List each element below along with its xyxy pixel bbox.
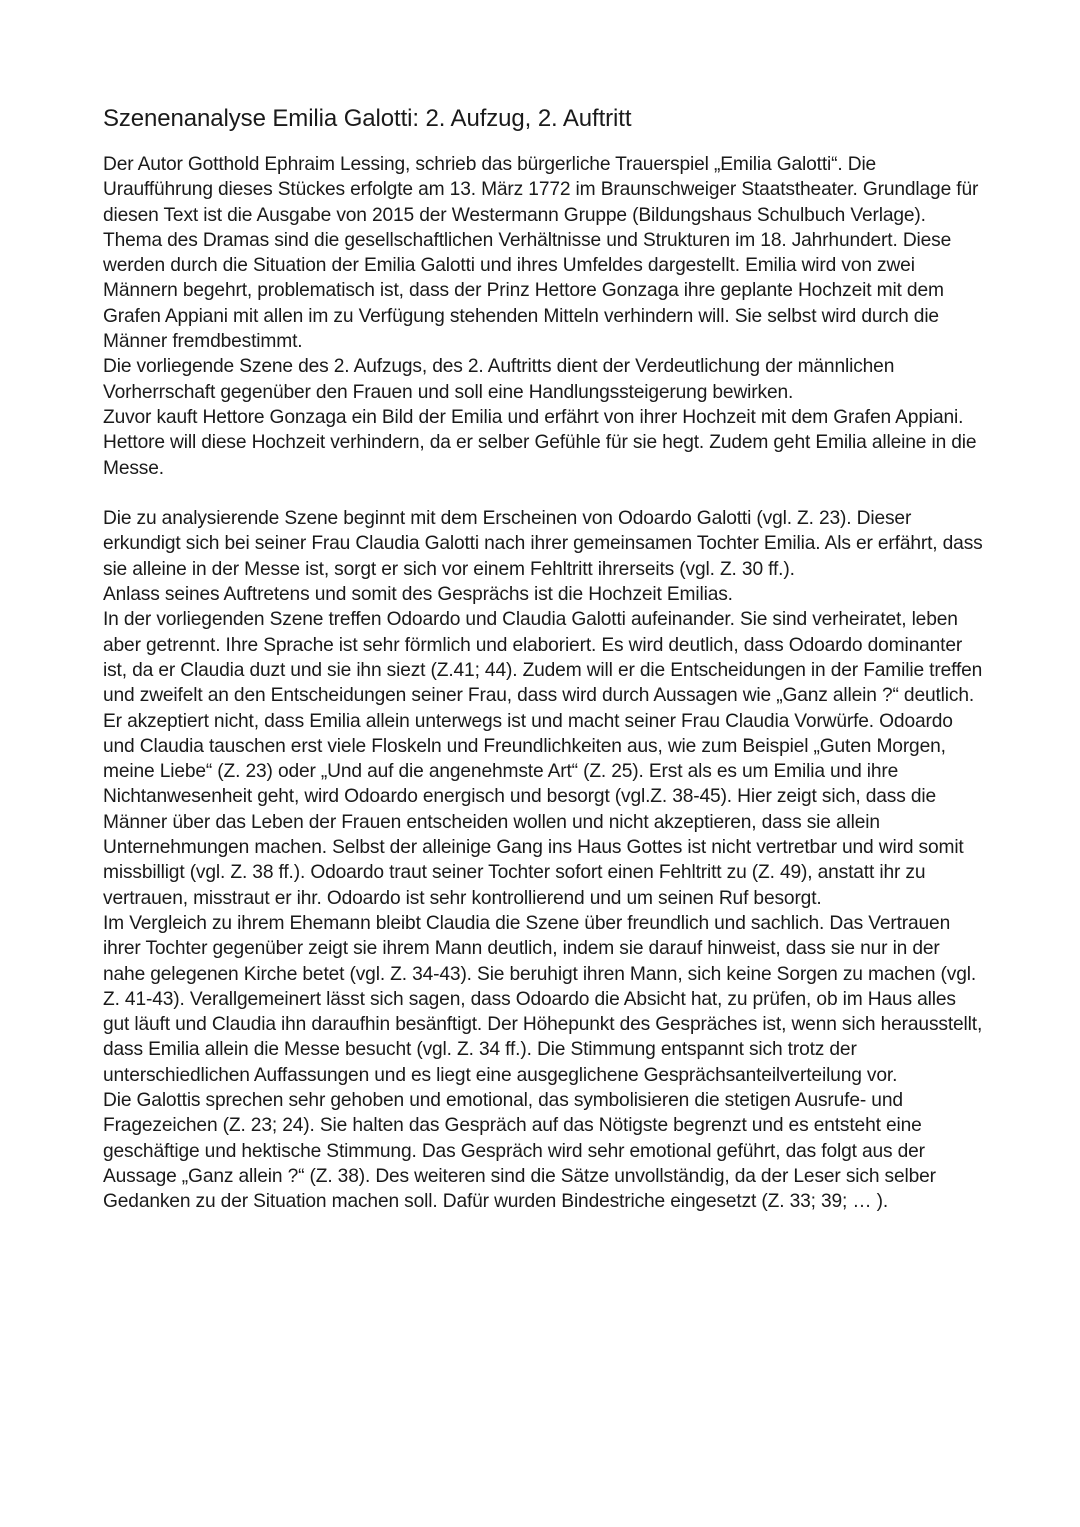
paragraph-spacer bbox=[103, 481, 983, 506]
document-page bbox=[103, 103, 983, 1214]
paragraph-scene-start: Die zu analysierende Szene beginnt mit dem Erscheinen von Odoardo Galotti (vgl. Z. 23). Dieser erkundigt sich bei seiner Frau Claudia Galotti nach ihrer gemeinsamen Tochter Emilia. Als er erfährt, dass sie alleine in der Messe ist, sorgt er sich vor einem Fehltritt ihrerseits (vgl. Z. 30 ff.). bbox=[103, 508, 983, 580]
paragraph-prior-events: Zuvor kauft Hettore Gonzaga ein Bild der Emilia und erfährt von ihrer Hochzeit mit dem Grafen Appiani. Hettore will diese Hochzeit verhindern, da er selber Gefühle für sie hegt. Zudem geht Emilia alleine in die Messe. bbox=[103, 406, 977, 479]
paragraph-occasion: Anlass seines Auftretens und somit des Gesprächs ist die Hochzeit Emilias. bbox=[103, 584, 733, 606]
paragraph-intro: Der Autor Gotthold Ephraim Lessing, schrieb das bürgerliche Trauerspiel „Emilia Galotti“. Die Uraufführung dieses Stückes erfolgte am 13. März 1772 im Braunschweiger Staatstheater. Grundlage für diesen Text ist die Ausgabe von 2015 der Westermann Gruppe (Bildungshaus Schulbuch Verlage). Thema des Dramas sind die gesellschaftlichen Verhältnisse und Strukturen im 18. Jahrhundert. Diese werden durch die Situation der Emilia Galotti und ihres Umfeldes dargestellt. Emilia wird von zwei Männern begehrt, problematisch ist, dass der Prinz Hettore Gonzaga ihre geplante Hochzeit mit dem Grafen Appiani mit allen im zu Verfügung stehenden Mitteln verhindern will. Sie selbst wird durch die Männer fremdbestimmt. bbox=[103, 154, 979, 353]
paragraph-scene-purpose: Die vorliegende Szene des 2. Aufzugs, des 2. Auftritts dient der Verdeutlichung der männlichen Vorherrschaft gegenüber den Frauen und soll eine Handlungssteigerung bewirken. bbox=[103, 356, 895, 403]
paragraph-odoardo-analysis: In der vorliegenden Szene treffen Odoardo und Claudia Galotti aufeinander. Sie sind verheiratet, leben aber getrennt. Ihre Sprache ist sehr förmlich und elaboriert. Es wird deutlich, dass Odoardo dominanter ist, da er Claudia duzt und sie ihn siezt (Z.41; 44). Zudem will er die Entscheidungen in der Familie treffen und zweifelt an den Entscheidungen seiner Frau, dass wird durch Aussagen wie „Ganz allein ?“ deutlich. Er akzeptiert nicht, dass Emilia allein unterwegs ist und macht seiner Frau Claudia Vorwürfe. Odoardo und Claudia tauschen erst viele Floskeln und Freundlichkeiten aus, wie zum Beispiel „Guten Morgen, meine Liebe“ (Z. 23) oder „Und auf die angenehmste Art“ (Z. 25). Erst als es um Emilia und ihre Nichtanwesenheit geht, wird Odoardo energisch und besorgt (vgl.Z. 38-45). Hier zeigt sich, dass die Männer über das Leben der Frauen entscheiden wollen und nicht akzeptieren, dass sie allein Unternehmungen machen. Selbst der alleinige Gang ins Haus Gottes ist nicht vertretbar und wird somit missbilligt (vgl. Z. 38 ff.). Odoardo traut seiner Tochter sofort einen Fehltritt zu (Z. 49), anstatt ihr zu vertrauen, misstraut er ihr. Odoardo ist sehr kontrollierend und um seinen Ruf besorgt. bbox=[103, 609, 983, 909]
paragraph-claudia-analysis: Im Vergleich zu ihrem Ehemann bleibt Claudia die Szene über freundlich und sachlich. Das Vertrauen ihrer Tochter gegenüber zeigt sie ihrem Mann deutlich, indem sie darauf hinweist, dass sie nur in der nahe gelegenen Kirche betet (vgl. Z. 34-43). Sie beruhigt ihren Mann, sich keine Sorgen zu machen (vgl. Z. 41-43). Verallgemeinert lässt sich sagen, dass Odoardo die Absicht hat, zu prüfen, ob im Haus alles gut läuft und Claudia ihn daraufhin besänftigt. Der Höhepunkt des Gespräches ist, wenn sich herausstellt, dass Emilia allein die Messe besucht (vgl. Z. 34 ff.). Die Stimmung entspannt sich trotz der unterschiedlichen Auffassungen und es liegt eine ausgeglichene Gesprächsanteilverteilung vor. bbox=[103, 912, 983, 1086]
document-title: Szenenanalyse Emilia Galotti: 2. Aufzug, 2. Auftritt bbox=[103, 105, 632, 132]
paragraph-language-analysis: Die Galottis sprechen sehr gehoben und emotional, das symbolisieren die stetigen Ausrufe- und Fragezeichen (Z. 23; 24). Sie halten das Gespräch auf das Nötigste begrenzt und es entsteht eine geschäftige und hektische Stimmung. Das Gespräch wird sehr emotional geführt, das folgt aus der Aussage „Ganz allein ?“ (Z. 38). Des weiteren sind die Sätze unvollständig, da der Leser sich selber Gedanken zu der Situation machen soll. Dafür wurden Bindestriche eingesetzt (Z. 33; 39; … ). bbox=[103, 1089, 936, 1213]
